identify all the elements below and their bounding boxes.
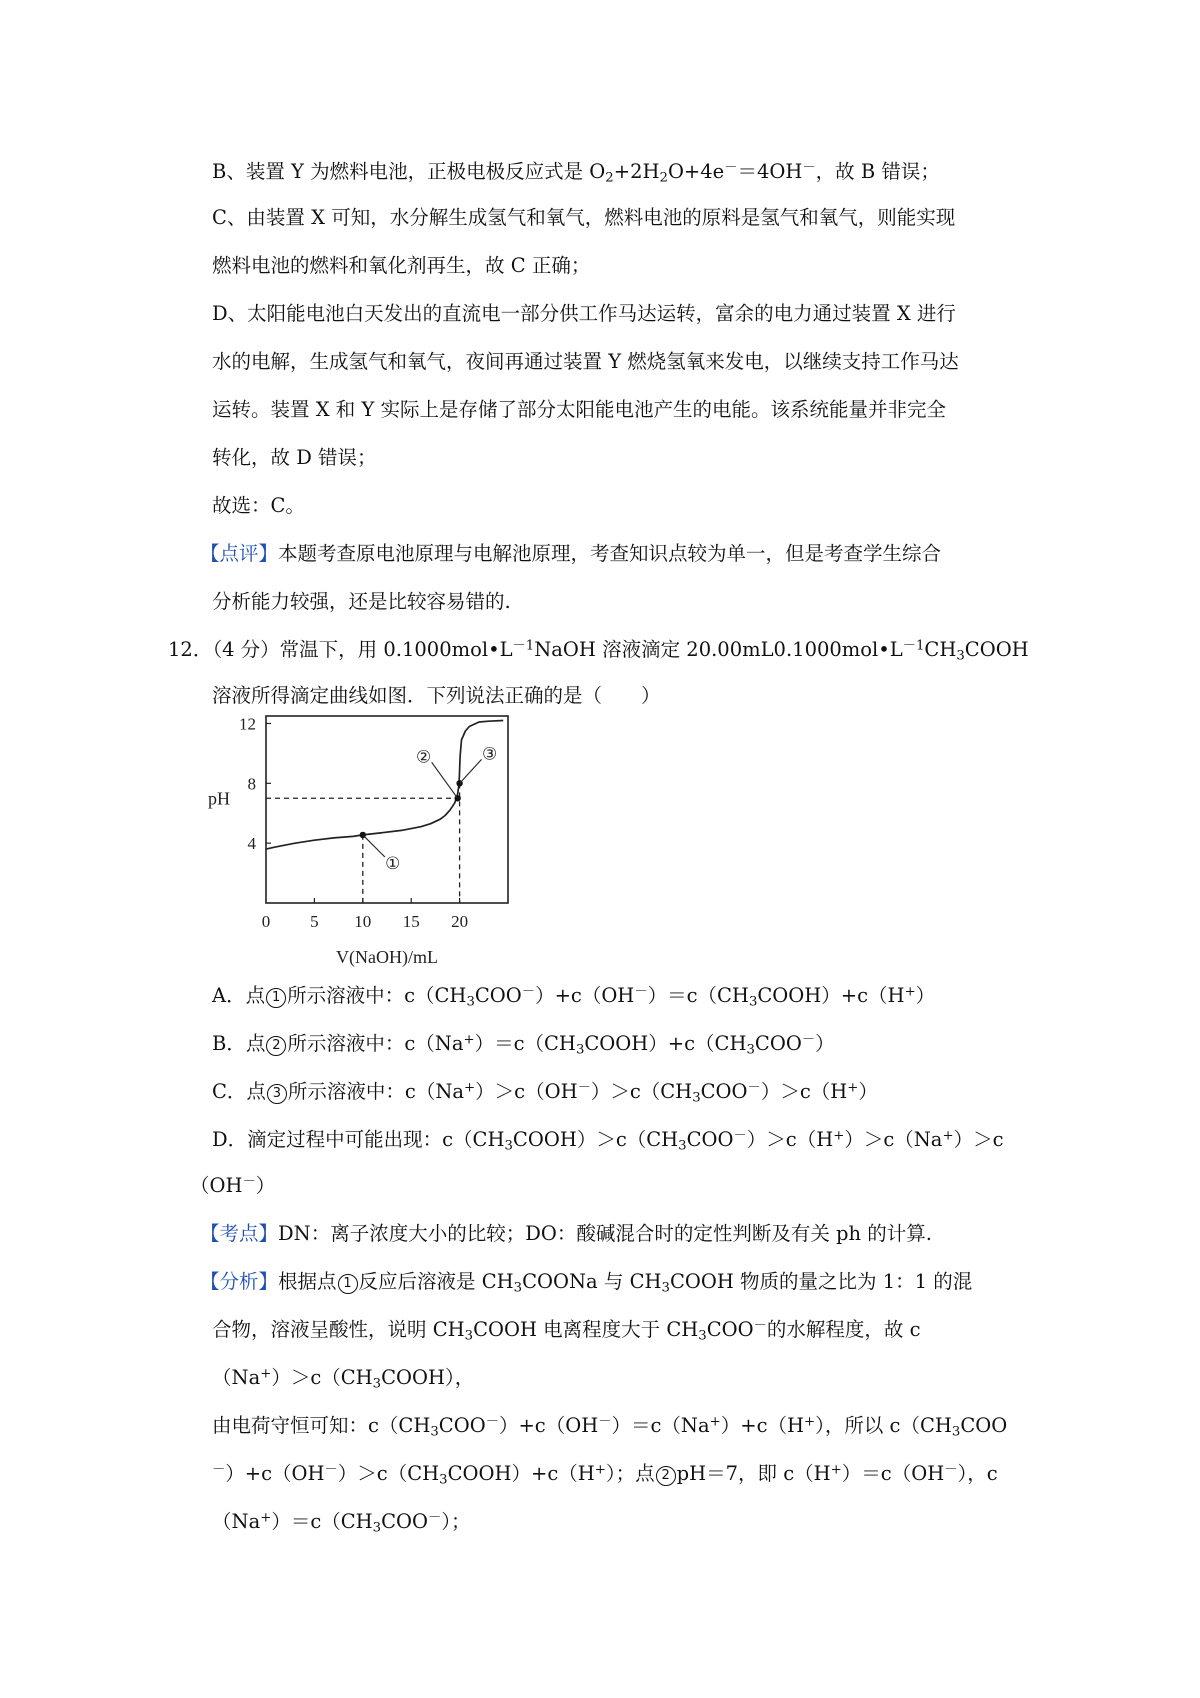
x-tick-label: 20	[451, 912, 469, 931]
analysis-line2: 合物，溶液呈酸性，说明 $CH_3COOH$ 电离程度大于 $CH_3COO^-$的水解程度，故 c	[212, 1318, 921, 1344]
option-b-explanation: B、装置 Y 为燃料电池，正极电极反应式是 $O_2+2H_2O+4e^-=4OH^-$，故 B 错误；	[212, 160, 940, 186]
y-axis-label: pH	[208, 788, 230, 809]
option-d-explanation-line4: 转化，故 D 错误；	[212, 446, 377, 469]
choice-b[interactable]: B．点 2 所示溶液中：$c(Na^+)=c(CH_3COOH)+c(CH_3COO^-)$	[212, 1032, 835, 1058]
titration-curve	[266, 721, 503, 850]
point-1-label: ①	[385, 853, 401, 873]
x-tick-label: 10	[354, 912, 372, 931]
previous-answer: 故选：C。	[212, 494, 305, 517]
analysis-line3: $(Na^+)>c(CH_3COOH)$，	[212, 1366, 475, 1392]
choice-d-line2: （OH－）	[190, 1174, 276, 1197]
key-point: 【考点】DN：离子浓度大小的比较；DO：酸碱混合时的定性判断及有关 ph 的计算.	[200, 1222, 932, 1245]
comment-line2: 分析能力较强，还是比较容易错的.	[212, 590, 511, 613]
analysis-line6: $(Na^+)=c(CH_3COO^-)$；	[212, 1510, 471, 1536]
option-c-explanation-line2: 燃料电池的燃料和氧化剂再生，故 C 正确；	[212, 254, 591, 277]
titration-curve-figure	[206, 708, 536, 970]
option-c-explanation-line1: C、由装置 X 可知，水分解生成氢气和氧气，燃料电池的原料是氢气和氧气，则能实现	[212, 206, 956, 229]
point-3-leader	[460, 759, 482, 783]
plot-frame	[266, 716, 508, 903]
choice-a[interactable]: A．点 1 所示溶液中：$c(CH_3COO^-)+c(OH^-)=c(CH_3COOH)+c(H^+)$	[212, 984, 936, 1010]
point-3-label: ③	[481, 744, 498, 764]
y-tick-label: 8	[247, 774, 256, 794]
comment-line1: 【点评】本题考查原电池原理与电解池原理，考查知识点较为单一，但是考查学生综合	[200, 542, 942, 565]
point-2-label: ②	[416, 747, 432, 767]
analysis-tag: 【分析】	[200, 1270, 279, 1293]
x-tick-label: 15	[402, 912, 420, 931]
question-12-stem-line1: 12．（4 分）常温下，用 $0.1000mol•L^{-1}NaOH$ 溶液滴定 $20.00mL0.1000mol•L^{-1}CH_3COOH$	[168, 638, 1029, 664]
comment-tag: 【点评】	[200, 542, 279, 565]
key-point-tag: 【考点】	[200, 1222, 279, 1245]
option-d-explanation-line3: 运转。装置 X 和 Y 实际上是存储了部分太阳能电池产生的电能。该系统能量并非完全	[212, 398, 947, 421]
y-tick-label: 12	[239, 714, 256, 734]
choice-c[interactable]: C．点 3 所示溶液中：$c(Na^+)>c(OH^-)>c(CH_3COO^-)>c(H^+)$	[212, 1080, 878, 1106]
point-3-marker: 3	[267, 1084, 287, 1104]
point-2-leader	[432, 762, 458, 798]
point-2-marker: 2	[266, 1036, 286, 1056]
analysis-line4: 由电荷守恒可知：$c(CH_3COO^-)+c(OH^-)=c(Na^+)+c(H^+)$，所以 $c(CH_3COO$	[212, 1414, 1008, 1440]
option-d-explanation-line1: D、太阳能电池白天发出的直流电一部分供工作马达运转，富余的电力通过装置 X 进行	[212, 302, 956, 325]
y-tick-label: 4	[247, 834, 256, 854]
question-12-stem-line2: 溶液所得滴定曲线如图．下列说法正确的是（ ）	[212, 684, 661, 707]
analysis-line1: 【分析】根据点 1 反应后溶液是 $CH_3COONa$ 与 $CH_3COOH$ 物质的量之比为 1：1 的混	[200, 1270, 973, 1296]
point-1-marker: 1	[266, 988, 286, 1008]
point-1-leader	[363, 835, 385, 857]
x-tick-label: 0	[261, 912, 271, 931]
titration-chart	[206, 708, 536, 970]
choice-d[interactable]: D．滴定过程中可能出现：$c(CH_3COOH)>c(CH_3COO^-)>c(H^+)>c(Na^+)>c$	[212, 1128, 1004, 1154]
x-axis-label: V(NaOH)/mL	[336, 947, 438, 967]
x-tick-label: 5	[310, 912, 319, 931]
analysis-line5: $^-)+c(OH^-)>c(CH_3COOH)+c(H^+)$；点 2 pH＝7，即 c（H+）＝c（OH－），c	[212, 1462, 998, 1488]
option-d-explanation-line2: 水的电解，生成氢气和氧气，夜间再通过装置 Y 燃烧氢氧来发电，以继续支持工作马达	[212, 350, 959, 373]
